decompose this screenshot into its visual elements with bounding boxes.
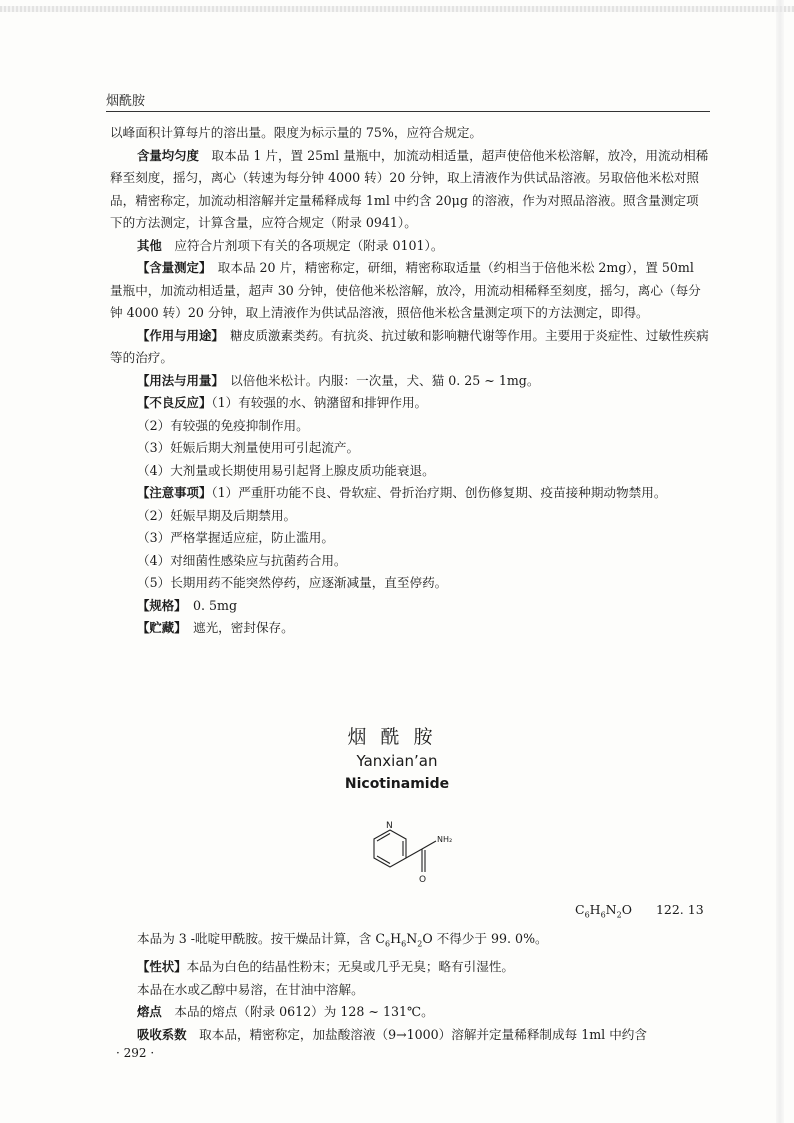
uniformity-text: 取本品 1 片，置 25ml 量瓶中，加流动相适量，超声使倍他米松溶解，放冷，用流动相稀释至刻度，摇匀，离心（转速为每分钟 4000 转）20 分钟，取上清液作为供试品溶液。另取倍他米松对照品，精密称定，加流动相溶解并定量稀释成每 1ml 中约含 20μg 的溶液，作为对照品溶液。照含量测定项下的方法测定，计算含量，应符合规定（附录 0941）。: [110, 147, 709, 230]
spec-paragraph: [110, 595, 710, 618]
spec-label: 【规格】: [137, 597, 181, 613]
precautions-paragraph: [110, 482, 710, 505]
precaution-item: （4）对细菌性感染应与抗菌药合用。: [137, 552, 347, 568]
adverse-item: （2）有较强的免疫抑制作用。: [137, 417, 309, 433]
other-paragraph: [110, 235, 710, 258]
scan-edge-right: [776, 0, 784, 1123]
adverse-paragraph: [110, 392, 710, 415]
storage-label: 【贮藏】: [137, 620, 181, 635]
absorption-text: 取本品，精密称定，加盐酸溶液（9→1000）溶解并定量稀释制成每 1ml 中约含: [199, 1026, 647, 1042]
adverse-item: （4）大剂量或长期使用易引起肾上腺皮质功能衰退。: [137, 462, 435, 478]
precautions-label: 【注意事项】: [137, 485, 212, 500]
adverse-label: 【不良反应】: [137, 395, 212, 410]
character-text: 本品为白色的结晶性粉末；无臭或几乎无臭；略有引湿性。: [186, 959, 514, 975]
molecular-weight: 122. 13: [655, 902, 704, 917]
monograph-title-en: Nicotinamide: [344, 776, 450, 792]
dosage-text: 以倍他米松计。内服：一次量，犬、猫 0. 25 ~ 1mg。: [230, 372, 540, 388]
ring-nitrogen-label: N: [386, 821, 393, 831]
storage-paragraph: [110, 617, 710, 640]
absorption-label: 吸收系数: [137, 1026, 187, 1042]
scan-edge-top: [0, 6, 794, 12]
page-number: · 292 ·: [116, 1046, 155, 1060]
body-text-bottom: [110, 928, 710, 1046]
nicotinamide-structure: [360, 818, 480, 898]
uniformity-paragraph: [110, 145, 710, 235]
running-header: 烟酰胺: [106, 94, 146, 109]
adverse-item: （1）有较强的水、钠潴留和排钾作用。: [211, 395, 428, 410]
monograph-title-cn: 烟酰胺: [347, 726, 447, 748]
carbonyl-oxygen-label: O: [419, 875, 427, 885]
precaution-item: （1）严重肝功能不良、骨软症、骨折治疗期、创伤修复期、疫苗接种期动物禁用。: [211, 485, 667, 500]
assay-label: 【含量测定】: [137, 260, 206, 275]
action-label: 【作用与用途】: [137, 327, 218, 343]
precaution-item: （3）严格掌握适应症，防止滥用。: [137, 530, 334, 545]
melting-text: 本品的熔点（附录 0612）为 128 ~ 131℃。: [174, 1004, 434, 1020]
spec-text: 0. 5mg: [192, 597, 238, 613]
monograph-title-pinyin: Yanxian’an: [356, 752, 438, 770]
molecular-formula: $C_6H_6N_2O$ 122. 13: [575, 902, 704, 920]
melting-label: 熔点: [137, 1004, 162, 1020]
assay-paragraph: [110, 257, 710, 325]
header-rule: [106, 111, 710, 112]
adverse-item: （3）妊娠后期大剂量使用可引起流产。: [137, 440, 360, 455]
action-text: 糖皮质激素类药。有抗炎、抗过敏和影响糖代谢等作用。主要用于炎症性、过敏性疾病等的治疗。: [110, 327, 709, 365]
body-text-top: [110, 122, 710, 640]
precaution-item: （5）长期用药不能突然停药，应逐渐减量，直至停药。: [137, 575, 448, 590]
content-paragraph: 本品为 3 -吡啶甲酰胺。按干燥品计算，含 $C_6H_6N_2O$ 不得少于 99. 0%。: [137, 931, 548, 949]
action-paragraph: [110, 325, 710, 370]
dosage-paragraph: [110, 370, 710, 393]
amine-label: NH₂: [437, 835, 453, 844]
character-label: 【性状】: [137, 959, 187, 975]
uniformity-label: 含量均匀度: [137, 147, 199, 163]
continued-paragraph: 以峰面积计算每片的溶出量。限度为标示量的 75%，应符合规定。: [110, 125, 483, 140]
absorption-paragraph: [110, 1024, 710, 1047]
dosage-label: 【用法与用量】: [137, 372, 218, 388]
assay-text: 取本品 20 片，精密称定，研细，精密称取适量（约相当于倍他米松 2mg），置 50ml 量瓶中，加流动相适量，超声 30 分钟，使倍他米松溶解，放冷，用流动相稀释至刻度，摇匀，离心（每分钟 4000 转）20 分钟，取上清液作为供试品溶液，照倍他米松含量测定项下的方法测定，即得。: [110, 260, 701, 320]
melting-paragraph: [110, 1001, 710, 1024]
other-text: 应符合片剂项下有关的各项规定（附录 0101）。: [174, 237, 444, 253]
storage-text: 遮光，密封保存。: [192, 620, 294, 635]
precaution-item: （2）妊娠早期及后期禁用。: [137, 507, 297, 523]
character-paragraph: [110, 956, 710, 979]
other-label: 其他: [137, 237, 162, 253]
solubility-paragraph: 本品在水或乙醇中易溶，在甘油中溶解。: [137, 981, 364, 997]
